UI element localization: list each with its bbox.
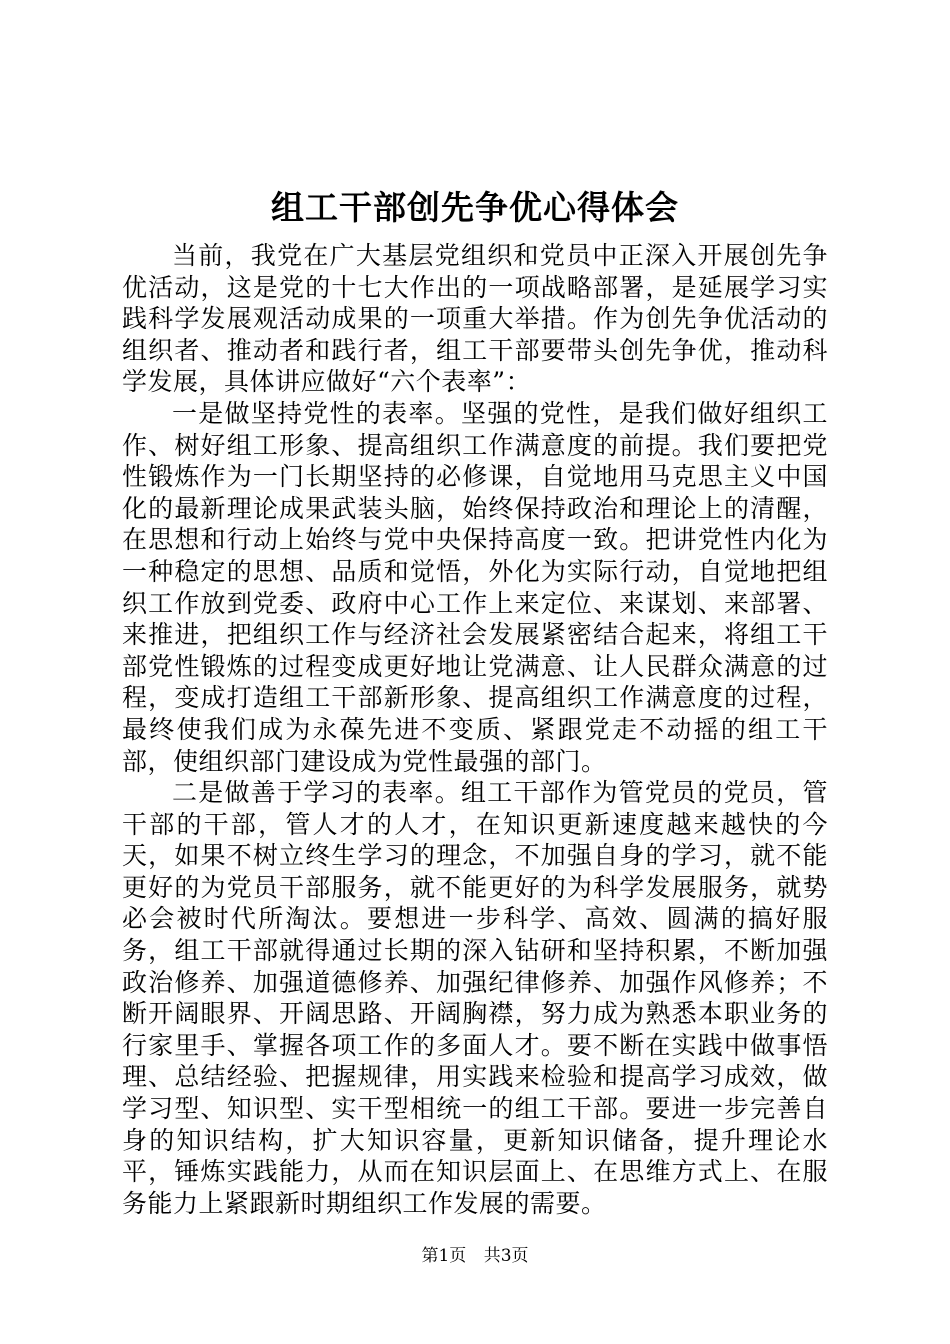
page-count: 共3页	[483, 1246, 529, 1266]
paragraph-party-spirit: 一是做坚持党性的表率。坚强的党性，是我们做好组织工作、树好组工形象、提高组织工作满意度的前提。我们要把党性锻炼作为一门长期坚持的必修课，自觉地用马克思主义中国化的最新理论成果武装头脑，始终保持政治和理论上的清醒，在思想和行动上始终与党中央保持高度一致。把讲党性内化为一种稳定的思想、品质和觉悟，外化为实际行动，自觉地把组织工作放到党委、政府中心工作上来定位、来谋划、来部署、来推进，把组织工作与经济社会发展紧密结合起来，将组工干部党性锻炼的过程变成更好地让党满意、让人民群众满意的过程，变成打造组工干部新形象、提高组织工作满意度的过程，最终使我们成为永葆先进不变质、紧跟党走不动摇的组工干部，使组织部门建设成为党性最强的部门。	[122, 398, 828, 776]
paragraph-intro: 当前，我党在广大基层党组织和党员中正深入开展创先争优活动，这是党的十七大作出的一项战略部署，是延展学习实践科学发展观活动成果的一项重大举措。作为创先争优活动的组织者、推动者和践行者，组工干部要带头创先争优，推动科学发展，具体讲应做好“六个表率”：	[122, 241, 828, 397]
page-footer	[0, 1244, 950, 1268]
document-body	[122, 240, 828, 1219]
document-title: 组工干部创先争优心得体会	[271, 188, 679, 227]
page-number: 第1页	[421, 1246, 467, 1266]
paragraph-learning: 二是做善于学习的表率。组工干部作为管党员的党员，管干部的干部，管人才的人才，在知识更新速度越来越快的今天，如果不树立终生学习的理念，不加强自身的学习，就不能更好的为党员干部服务，就不能更好的为科学发展服务，就势必会被时代所淘汰。要想进一步科学、高效、圆满的搞好服务，组工干部就得通过长期的深入钻研和坚持积累，不断加强政治修养、加强道德修养、加强纪律修养、加强作风修养；不断开阔眼界、开阔思路、开阔胸襟，努力成为熟悉本职业务的行家里手、掌握各项工作的多面人才。要不断在实践中做事悟理、总结经验、把握规律，用实践来检验和提高学习成效，做学习型、知识型、实干型相统一的组工干部。要进一步完善自身的知识结构，扩大知识容量，更新知识储备，提升理论水平，锤炼实践能力，从而在知识层面上、在思维方式上、在服务能力上紧跟新时期组织工作发展的需要。	[122, 778, 828, 1218]
